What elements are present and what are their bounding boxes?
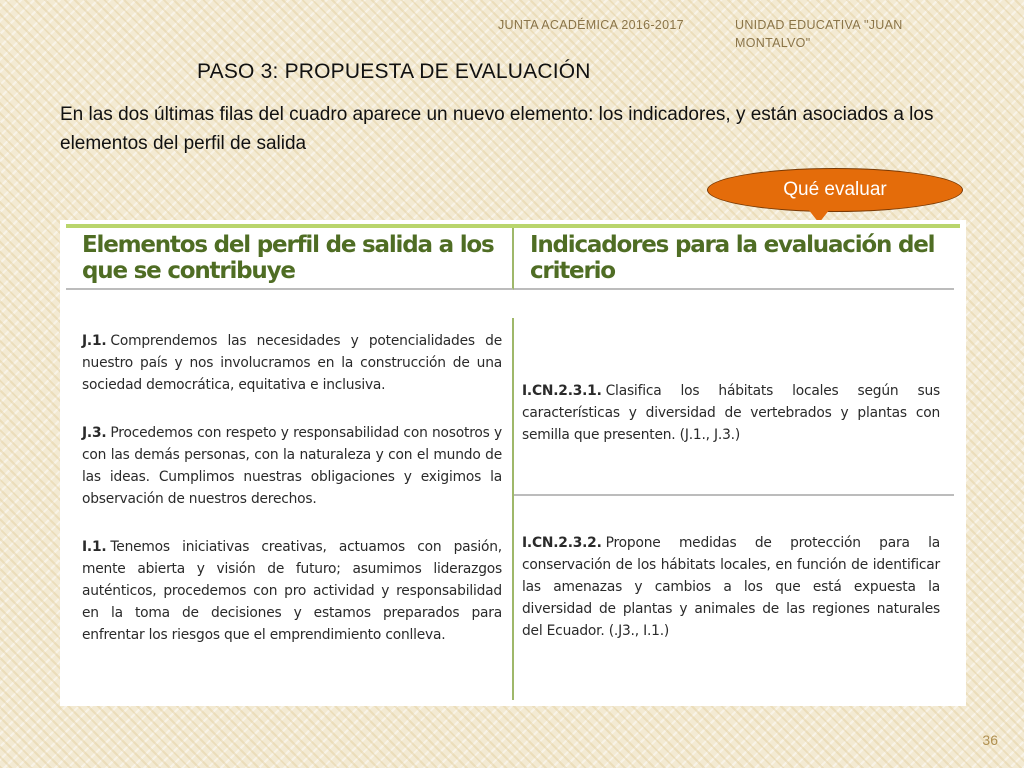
indicators-header: Indicadores para la evaluación del criterio	[514, 228, 954, 290]
profile-element-i1: I.1. Tenemos iniciativas creativas, actuamos con pasión, mente abierta y visión de futuro; asumimos liderazgos auténticos, procedemos con pro actividad y responsabilidad en la toma de decisiones y estamos preparados para enfrentar los riesgos que el emprendimiento conlleva.	[82, 539, 502, 643]
indicators-column	[514, 318, 954, 700]
indicator-icn231: I.CN.2.3.1. Clasifica los hábitats locales según sus características y diversidad de vertebrados y plantas con semilla que presenten. (J.1., J.3.)	[522, 383, 940, 443]
profile-elements-header: Elementos del perfil de salida a los que se contribuye	[66, 228, 514, 290]
curriculum-table-figure	[60, 220, 966, 706]
profile-element-j3: J.3. Procedemos con respeto y responsabilidad con nosotros y con las demás personas, con la naturaleza y con el mundo de las ideas. Cumplimos nuestras obligaciones y exigimos la observación de nuestros derechos.	[82, 425, 502, 507]
header-left-text: JUNTA ACADÉMICA 2016-2017	[498, 18, 684, 32]
slide-title: PASO 3: PROPUESTA DE EVALUACIÓN	[197, 60, 591, 83]
profile-element-j1: J.1. Comprendemos las necesidades y potencialidades de nuestro país y nos involucramos en la construcción de una sociedad democrática, equitativa e inclusiva.	[82, 333, 502, 393]
indicator-icn232: I.CN.2.3.2. Propone medidas de protección para la conservación de los hábitats locales, en función de identificar las amenazas y cambios a los que está expuesta la diversidad de plantas y animales de las regiones naturales del Ecuador. (.J3., I.1.)	[522, 535, 940, 639]
intro-paragraph: En las dos últimas filas del cuadro aparece un nuevo elemento: los indicadores, y están asociados a los elementos del perfil de salida	[60, 104, 934, 154]
que-evaluar-callout	[707, 168, 963, 212]
profile-elements-column	[66, 318, 514, 700]
indicator-row-2	[514, 496, 954, 700]
curriculum-table	[66, 224, 960, 700]
callout-label: Qué evaluar	[783, 179, 887, 200]
indicator-row-1	[514, 318, 954, 496]
header-right-text: UNIDAD EDUCATIVA "JUAN MONTALVO"	[735, 18, 903, 50]
page-number: 36	[982, 732, 998, 748]
